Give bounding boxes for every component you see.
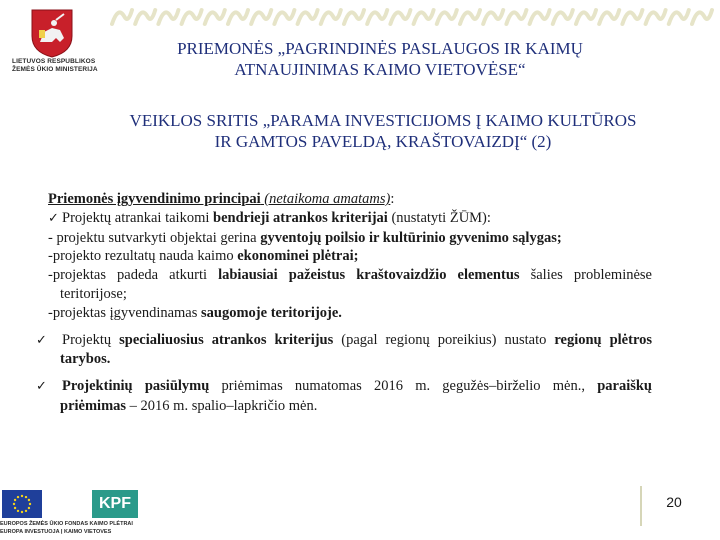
text: šalies probleminėse teritorijose; [60,267,652,302]
eu-star [14,499,16,501]
ornament-swirl [483,10,503,24]
list-item-protected-area [48,304,652,323]
ornament-swirl [437,10,457,24]
ornament-swirl [135,10,155,24]
ornament-swirl [669,10,689,24]
ornament-swirl [576,10,596,24]
slide-subtitle-line: IR GAMTOS PAVELDĄ, KRAŠTOVAIZDĮ“ (2) [214,132,552,151]
heading-colon: : [390,191,395,207]
ornament-swirl [182,10,202,24]
bold-text: saugomoje teritorijoje. [201,304,342,321]
footer-logos [0,490,160,540]
eu-star [17,510,19,512]
bold-text: bendrieji atrankos kriterijai [213,209,388,226]
ministry-logo [12,8,112,82]
bold-text: paraiškų priėmimas [60,378,652,414]
slide-body [36,190,653,416]
heading-bold-underlined: Priemonės įgyvendinimo principai [48,191,261,207]
text: – 2016 m. spalio–lapkričio mėn. [126,397,318,414]
bold-text: labiausiai pažeistus kraštovaizdžio elementus [218,267,520,284]
slide-subtitle [96,110,670,152]
text: Projektų atrankai taikomi [62,209,214,226]
ornament-swirl [460,10,480,24]
eu-star [21,495,23,497]
ornament-swirl [367,10,387,24]
text: (pagal regionų poreikius) nustato [333,331,555,348]
ornament-swirl [530,10,550,24]
ornament-swirl [646,10,666,24]
checkmark-icon: ✓ [36,332,47,348]
check-item-schedule [36,377,652,416]
bold-text: specialiuosius atrankos kriterijus [119,331,334,348]
bold-text: regionų plėtros tarybos. [60,331,653,368]
coat-of-arms-icon [30,8,74,58]
list-item-economy [48,247,652,266]
text: priėmimas numatomas 2016 m. gegužės–birželio mėn., [209,378,598,395]
text: Projektų [62,331,120,348]
text: -projektas padeda atkurti [48,267,219,284]
text: (nustatyti ŽŪM): [387,209,491,226]
checkmark-icon: ✓ [48,210,59,226]
ornament-swirl [158,10,178,24]
eu-star [13,503,15,505]
eu-star [17,496,19,498]
slide-title-line: ATNAUJINIMAS KAIMO VIETOVĖSE“ [234,60,526,79]
ornament-swirl [553,10,573,24]
list-item-leisure [48,229,652,248]
list-item-landscape [48,266,652,304]
bold-text: ekonominei plėtrai; [237,248,359,265]
ornament-swirl [506,10,526,24]
eu-star [14,507,16,509]
eu-star [25,510,27,512]
page-number: 20 [666,494,682,510]
slide-title-line: PRIEMONĖS „PAGRINDINĖS PASLAUGOS IR KAIMŲ [177,39,583,58]
eu-invests-caption: EUROPA INVESTUOJA Į KAIMO VIETOVES [0,529,112,535]
ornament-swirl [414,10,434,24]
ornament-swirl [599,10,619,24]
eu-star [25,496,27,498]
bold-text: Projektinių pasiūlymų [62,378,210,395]
text: -projektas įgyvendinamas [48,304,202,321]
eu-fund-caption: EUROPOS ŽEMĖS ŪKIO FONDAS KAIMO PLĖTRAI [0,521,133,527]
spacer [48,323,652,331]
bold-text: gyventojų poilsio ir kultūrinio gyvenimo sąlygas; [260,229,562,246]
eu-star [28,507,30,509]
ornament-swirl [692,10,712,24]
ornament-swirl [228,10,248,24]
ornament-swirl [321,10,341,24]
spacer [48,369,652,377]
heading-italic: (netaikoma amatams) [260,191,391,207]
slide-subtitle-line: VEIKLOS SRITIS „PARAMA INVESTICIJOMS Į KAIMO KULTŪROS [129,111,637,130]
eu-star [29,503,31,505]
eu-stars-icon [2,490,42,518]
ornament-swirl [298,10,318,24]
eu-flag-icon [2,490,42,518]
kpf-logo: KPF [92,490,138,518]
ministry-name: LIETUVOS RESPUBLIKOS ŽEMĖS ŪKIO MINISTERIJA [12,58,98,73]
ornament-swirl [622,10,642,24]
ornament-swirl [251,10,271,24]
ornament-swirl [205,10,225,24]
check-item-general-criteria [48,209,652,229]
ornament-swirl [112,10,132,24]
ornament-swirl [274,10,294,24]
checkmark-icon: ✓ [36,379,47,395]
check-item-special-criteria [36,331,653,370]
footer-divider [640,486,642,526]
slide-title [150,38,610,80]
ornament-swirl [390,10,410,24]
principles-heading [48,190,652,209]
eu-star [28,499,30,501]
ornament-border [110,4,714,32]
text: -projekto rezultatų nauda kaimo [48,248,238,265]
text: - projektu sutvarkyti objektai gerina [48,229,261,246]
eu-star [21,511,23,513]
ornament-swirl [344,10,364,24]
